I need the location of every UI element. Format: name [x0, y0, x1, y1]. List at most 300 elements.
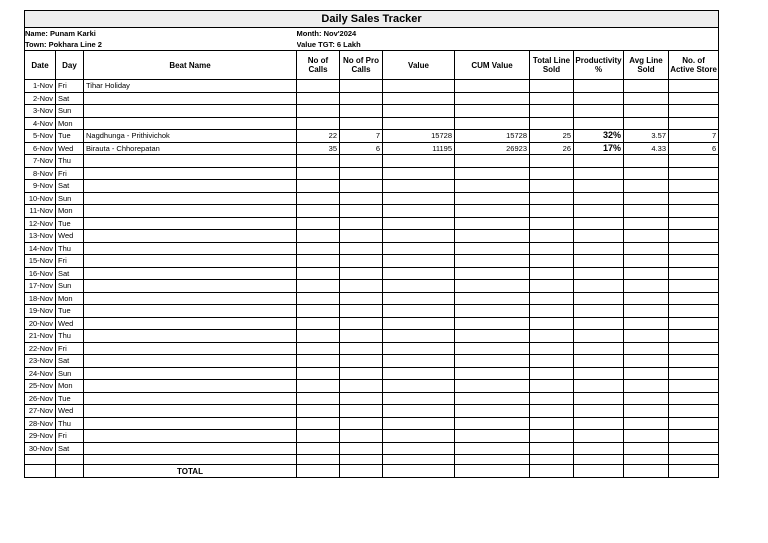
cum-value-cell[interactable]: 15728	[455, 130, 530, 143]
pro-calls-cell[interactable]	[340, 80, 383, 93]
total-line-cell[interactable]	[530, 342, 574, 355]
value-cell[interactable]	[383, 330, 455, 343]
avg-line-cell[interactable]	[624, 280, 669, 293]
productivity-cell[interactable]	[574, 167, 624, 180]
day-cell[interactable]: Sun	[56, 105, 84, 118]
name-info[interactable]: Name: Punam Karki	[25, 28, 297, 40]
total-line-cell[interactable]	[530, 317, 574, 330]
beat-name-cell[interactable]	[84, 380, 297, 393]
total-line-cell[interactable]	[530, 292, 574, 305]
pro-calls-cell[interactable]	[340, 367, 383, 380]
avg-line-cell[interactable]: 3.57	[624, 130, 669, 143]
pro-calls-cell[interactable]	[340, 105, 383, 118]
active-store-cell[interactable]	[669, 80, 719, 93]
total-line-cell[interactable]	[530, 105, 574, 118]
avg-line-cell[interactable]	[624, 80, 669, 93]
cum-value-cell[interactable]	[455, 105, 530, 118]
beat-name-cell[interactable]: Nagdhunga - Prithivichok	[84, 130, 297, 143]
total-label[interactable]: TOTAL	[84, 465, 297, 478]
avg-line-cell[interactable]	[624, 117, 669, 130]
pro-calls-cell[interactable]	[340, 167, 383, 180]
total-line-cell[interactable]	[530, 367, 574, 380]
empty-cell[interactable]	[383, 455, 455, 465]
avg-line-cell[interactable]	[624, 355, 669, 368]
beat-name-cell[interactable]	[84, 342, 297, 355]
date-cell[interactable]: 30-Nov	[25, 442, 56, 455]
productivity-cell[interactable]	[574, 342, 624, 355]
active-store-cell[interactable]	[669, 192, 719, 205]
date-cell[interactable]: 7-Nov	[25, 155, 56, 168]
day-cell[interactable]: Tue	[56, 217, 84, 230]
beat-name-cell[interactable]	[84, 305, 297, 318]
cum-value-cell[interactable]	[455, 192, 530, 205]
date-cell[interactable]: 18-Nov	[25, 292, 56, 305]
beat-name-cell[interactable]	[84, 280, 297, 293]
pro-calls-cell[interactable]	[340, 417, 383, 430]
active-store-cell[interactable]	[669, 430, 719, 443]
calls-cell[interactable]	[297, 105, 340, 118]
cum-value-cell[interactable]	[455, 180, 530, 193]
cum-value-cell[interactable]	[455, 92, 530, 105]
cum-value-cell[interactable]	[455, 342, 530, 355]
date-cell[interactable]: 22-Nov	[25, 342, 56, 355]
total-line-cell[interactable]	[530, 442, 574, 455]
day-cell[interactable]: Tue	[56, 130, 84, 143]
beat-name-cell[interactable]	[84, 430, 297, 443]
total-cell[interactable]	[574, 465, 624, 478]
col-header[interactable]: Total Line Sold	[530, 51, 574, 80]
pro-calls-cell[interactable]	[340, 405, 383, 418]
day-cell[interactable]: Mon	[56, 205, 84, 218]
cum-value-cell[interactable]	[455, 317, 530, 330]
day-cell[interactable]: Sat	[56, 180, 84, 193]
cum-value-cell[interactable]	[455, 417, 530, 430]
total-line-cell[interactable]	[530, 255, 574, 268]
pro-calls-cell[interactable]	[340, 217, 383, 230]
total-line-cell[interactable]	[530, 205, 574, 218]
date-cell[interactable]: 10-Nov	[25, 192, 56, 205]
cum-value-cell[interactable]	[455, 430, 530, 443]
date-cell[interactable]: 16-Nov	[25, 267, 56, 280]
beat-name-cell[interactable]: Tihar Holiday	[84, 80, 297, 93]
empty-cell[interactable]	[624, 455, 669, 465]
calls-cell[interactable]	[297, 342, 340, 355]
productivity-cell[interactable]	[574, 405, 624, 418]
productivity-cell[interactable]	[574, 280, 624, 293]
active-store-cell[interactable]	[669, 167, 719, 180]
empty-cell[interactable]	[455, 455, 530, 465]
active-store-cell[interactable]	[669, 155, 719, 168]
avg-line-cell[interactable]	[624, 105, 669, 118]
avg-line-cell[interactable]	[624, 367, 669, 380]
day-cell[interactable]: Sat	[56, 442, 84, 455]
avg-line-cell[interactable]	[624, 317, 669, 330]
value-cell[interactable]	[383, 117, 455, 130]
total-line-cell[interactable]	[530, 167, 574, 180]
day-cell[interactable]: Sun	[56, 192, 84, 205]
total-line-cell[interactable]	[530, 355, 574, 368]
beat-name-cell[interactable]	[84, 355, 297, 368]
total-line-cell[interactable]	[530, 430, 574, 443]
col-header[interactable]: No. of Active Store	[669, 51, 719, 80]
calls-cell[interactable]: 35	[297, 142, 340, 155]
active-store-cell[interactable]	[669, 255, 719, 268]
calls-cell[interactable]	[297, 355, 340, 368]
active-store-cell[interactable]	[669, 92, 719, 105]
calls-cell[interactable]	[297, 280, 340, 293]
date-cell[interactable]: 14-Nov	[25, 242, 56, 255]
empty-cell[interactable]	[297, 455, 340, 465]
avg-line-cell[interactable]	[624, 155, 669, 168]
cum-value-cell[interactable]	[455, 392, 530, 405]
active-store-cell[interactable]	[669, 180, 719, 193]
calls-cell[interactable]: 22	[297, 130, 340, 143]
col-header[interactable]: Day	[56, 51, 84, 80]
total-line-cell[interactable]	[530, 92, 574, 105]
value-cell[interactable]	[383, 405, 455, 418]
active-store-cell[interactable]	[669, 205, 719, 218]
total-line-cell[interactable]	[530, 180, 574, 193]
productivity-cell[interactable]	[574, 230, 624, 243]
empty-cell[interactable]	[84, 455, 297, 465]
beat-name-cell[interactable]	[84, 155, 297, 168]
value-cell[interactable]	[383, 267, 455, 280]
date-cell[interactable]: 1-Nov	[25, 80, 56, 93]
day-cell[interactable]: Fri	[56, 167, 84, 180]
value-cell[interactable]	[383, 80, 455, 93]
date-cell[interactable]: 9-Nov	[25, 180, 56, 193]
total-cell[interactable]	[455, 465, 530, 478]
town-info[interactable]: Town: Pokhara Line 2	[25, 39, 297, 51]
cum-value-cell[interactable]	[455, 217, 530, 230]
value-cell[interactable]	[383, 180, 455, 193]
cum-value-cell[interactable]	[455, 442, 530, 455]
day-cell[interactable]: Mon	[56, 380, 84, 393]
productivity-cell[interactable]	[574, 180, 624, 193]
value-cell[interactable]	[383, 205, 455, 218]
pro-calls-cell[interactable]	[340, 280, 383, 293]
day-cell[interactable]: Wed	[56, 405, 84, 418]
pro-calls-cell[interactable]	[340, 242, 383, 255]
total-line-cell[interactable]	[530, 417, 574, 430]
pro-calls-cell[interactable]	[340, 255, 383, 268]
productivity-cell[interactable]	[574, 192, 624, 205]
cum-value-cell[interactable]	[455, 155, 530, 168]
calls-cell[interactable]	[297, 155, 340, 168]
pro-calls-cell[interactable]	[340, 292, 383, 305]
value-cell[interactable]	[383, 392, 455, 405]
cum-value-cell[interactable]	[455, 117, 530, 130]
active-store-cell[interactable]	[669, 230, 719, 243]
value-cell[interactable]	[383, 342, 455, 355]
value-cell[interactable]	[383, 155, 455, 168]
cum-value-cell[interactable]	[455, 405, 530, 418]
calls-cell[interactable]	[297, 80, 340, 93]
day-cell[interactable]: Sat	[56, 267, 84, 280]
avg-line-cell[interactable]	[624, 405, 669, 418]
avg-line-cell[interactable]	[624, 430, 669, 443]
date-cell[interactable]: 27-Nov	[25, 405, 56, 418]
beat-name-cell[interactable]	[84, 367, 297, 380]
avg-line-cell[interactable]	[624, 380, 669, 393]
value-cell[interactable]	[383, 280, 455, 293]
col-header[interactable]: No of Calls	[297, 51, 340, 80]
value-cell[interactable]	[383, 105, 455, 118]
date-cell[interactable]: 29-Nov	[25, 430, 56, 443]
active-store-cell[interactable]	[669, 392, 719, 405]
day-cell[interactable]: Sat	[56, 92, 84, 105]
pro-calls-cell[interactable]: 6	[340, 142, 383, 155]
productivity-cell[interactable]	[574, 242, 624, 255]
productivity-cell[interactable]	[574, 355, 624, 368]
date-cell[interactable]: 5-Nov	[25, 130, 56, 143]
day-cell[interactable]: Fri	[56, 342, 84, 355]
calls-cell[interactable]	[297, 217, 340, 230]
day-cell[interactable]: Thu	[56, 417, 84, 430]
productivity-cell[interactable]	[574, 392, 624, 405]
value-cell[interactable]	[383, 442, 455, 455]
active-store-cell[interactable]	[669, 105, 719, 118]
value-cell[interactable]	[383, 167, 455, 180]
active-store-cell[interactable]	[669, 267, 719, 280]
active-store-cell[interactable]	[669, 305, 719, 318]
day-cell[interactable]: Wed	[56, 142, 84, 155]
date-cell[interactable]: 4-Nov	[25, 117, 56, 130]
date-cell[interactable]: 21-Nov	[25, 330, 56, 343]
productivity-cell[interactable]	[574, 117, 624, 130]
beat-name-cell[interactable]	[84, 330, 297, 343]
avg-line-cell[interactable]	[624, 167, 669, 180]
avg-line-cell[interactable]	[624, 292, 669, 305]
beat-name-cell[interactable]	[84, 167, 297, 180]
col-header[interactable]: CUM Value	[455, 51, 530, 80]
col-header[interactable]: No of Pro Calls	[340, 51, 383, 80]
value-cell[interactable]	[383, 380, 455, 393]
calls-cell[interactable]	[297, 205, 340, 218]
avg-line-cell[interactable]	[624, 92, 669, 105]
total-line-cell[interactable]	[530, 305, 574, 318]
cum-value-cell[interactable]	[455, 305, 530, 318]
pro-calls-cell[interactable]	[340, 380, 383, 393]
date-cell[interactable]: 2-Nov	[25, 92, 56, 105]
calls-cell[interactable]	[297, 230, 340, 243]
col-header[interactable]: Date	[25, 51, 56, 80]
avg-line-cell[interactable]	[624, 417, 669, 430]
date-cell[interactable]: 25-Nov	[25, 380, 56, 393]
beat-name-cell[interactable]	[84, 267, 297, 280]
total-line-cell[interactable]	[530, 267, 574, 280]
productivity-cell[interactable]	[574, 255, 624, 268]
empty-cell[interactable]	[669, 455, 719, 465]
date-cell[interactable]: 12-Nov	[25, 217, 56, 230]
active-store-cell[interactable]	[669, 242, 719, 255]
pro-calls-cell[interactable]	[340, 117, 383, 130]
total-cell[interactable]	[56, 465, 84, 478]
active-store-cell[interactable]	[669, 342, 719, 355]
productivity-cell[interactable]	[574, 105, 624, 118]
total-cell[interactable]	[297, 465, 340, 478]
avg-line-cell[interactable]	[624, 192, 669, 205]
day-cell[interactable]: Thu	[56, 330, 84, 343]
total-line-cell[interactable]	[530, 155, 574, 168]
pro-calls-cell[interactable]	[340, 430, 383, 443]
date-cell[interactable]: 28-Nov	[25, 417, 56, 430]
total-line-cell[interactable]: 25	[530, 130, 574, 143]
calls-cell[interactable]	[297, 255, 340, 268]
cum-value-cell[interactable]	[455, 292, 530, 305]
date-cell[interactable]: 19-Nov	[25, 305, 56, 318]
date-cell[interactable]: 23-Nov	[25, 355, 56, 368]
value-cell[interactable]	[383, 92, 455, 105]
day-cell[interactable]: Thu	[56, 155, 84, 168]
day-cell[interactable]: Fri	[56, 80, 84, 93]
empty-cell[interactable]	[574, 455, 624, 465]
pro-calls-cell[interactable]	[340, 342, 383, 355]
pro-calls-cell[interactable]	[340, 92, 383, 105]
beat-name-cell[interactable]	[84, 230, 297, 243]
value-cell[interactable]	[383, 417, 455, 430]
pro-calls-cell[interactable]: 7	[340, 130, 383, 143]
avg-line-cell[interactable]	[624, 330, 669, 343]
pro-calls-cell[interactable]	[340, 392, 383, 405]
cum-value-cell[interactable]	[455, 255, 530, 268]
productivity-cell[interactable]	[574, 430, 624, 443]
pro-calls-cell[interactable]	[340, 155, 383, 168]
active-store-cell[interactable]	[669, 417, 719, 430]
calls-cell[interactable]	[297, 305, 340, 318]
value-cell[interactable]	[383, 367, 455, 380]
active-store-cell[interactable]	[669, 280, 719, 293]
calls-cell[interactable]	[297, 242, 340, 255]
cum-value-cell[interactable]	[455, 330, 530, 343]
active-store-cell[interactable]	[669, 355, 719, 368]
avg-line-cell[interactable]	[624, 442, 669, 455]
beat-name-cell[interactable]	[84, 205, 297, 218]
date-cell[interactable]: 24-Nov	[25, 367, 56, 380]
productivity-cell[interactable]	[574, 380, 624, 393]
total-line-cell[interactable]	[530, 230, 574, 243]
value-cell[interactable]	[383, 242, 455, 255]
total-cell[interactable]	[383, 465, 455, 478]
day-cell[interactable]: Fri	[56, 430, 84, 443]
date-cell[interactable]: 26-Nov	[25, 392, 56, 405]
calls-cell[interactable]	[297, 92, 340, 105]
cum-value-cell[interactable]	[455, 167, 530, 180]
beat-name-cell[interactable]	[84, 442, 297, 455]
cum-value-cell[interactable]	[455, 80, 530, 93]
date-cell[interactable]: 13-Nov	[25, 230, 56, 243]
active-store-cell[interactable]	[669, 330, 719, 343]
day-cell[interactable]: Tue	[56, 392, 84, 405]
productivity-cell[interactable]	[574, 442, 624, 455]
productivity-cell[interactable]	[574, 305, 624, 318]
total-cell[interactable]	[530, 465, 574, 478]
calls-cell[interactable]	[297, 117, 340, 130]
total-line-cell[interactable]	[530, 280, 574, 293]
active-store-cell[interactable]	[669, 317, 719, 330]
avg-line-cell[interactable]	[624, 305, 669, 318]
active-store-cell[interactable]	[669, 405, 719, 418]
empty-cell[interactable]	[25, 455, 56, 465]
total-line-cell[interactable]	[530, 392, 574, 405]
calls-cell[interactable]	[297, 192, 340, 205]
date-cell[interactable]: 15-Nov	[25, 255, 56, 268]
avg-line-cell[interactable]	[624, 230, 669, 243]
active-store-cell[interactable]: 7	[669, 130, 719, 143]
avg-line-cell[interactable]	[624, 255, 669, 268]
pro-calls-cell[interactable]	[340, 355, 383, 368]
col-header[interactable]: Productivity %	[574, 51, 624, 80]
productivity-cell[interactable]	[574, 217, 624, 230]
calls-cell[interactable]	[297, 317, 340, 330]
sheet-title[interactable]: Daily Sales Tracker	[25, 11, 719, 28]
total-cell[interactable]	[340, 465, 383, 478]
date-cell[interactable]: 11-Nov	[25, 205, 56, 218]
pro-calls-cell[interactable]	[340, 205, 383, 218]
avg-line-cell[interactable]	[624, 180, 669, 193]
beat-name-cell[interactable]: Birauta - Chhorepatan	[84, 142, 297, 155]
pro-calls-cell[interactable]	[340, 192, 383, 205]
beat-name-cell[interactable]	[84, 392, 297, 405]
calls-cell[interactable]	[297, 267, 340, 280]
cum-value-cell[interactable]	[455, 267, 530, 280]
total-line-cell[interactable]	[530, 405, 574, 418]
calls-cell[interactable]	[297, 330, 340, 343]
active-store-cell[interactable]	[669, 442, 719, 455]
calls-cell[interactable]	[297, 180, 340, 193]
value-cell[interactable]	[383, 355, 455, 368]
total-line-cell[interactable]: 26	[530, 142, 574, 155]
cum-value-cell[interactable]	[455, 205, 530, 218]
value-cell[interactable]	[383, 192, 455, 205]
cum-value-cell[interactable]	[455, 280, 530, 293]
beat-name-cell[interactable]	[84, 92, 297, 105]
cum-value-cell[interactable]	[455, 380, 530, 393]
month-info[interactable]: Month: Nov'2024	[297, 28, 719, 40]
day-cell[interactable]: Sun	[56, 367, 84, 380]
col-header[interactable]: Beat Name	[84, 51, 297, 80]
value-cell[interactable]	[383, 255, 455, 268]
active-store-cell[interactable]	[669, 292, 719, 305]
cum-value-cell[interactable]: 26923	[455, 142, 530, 155]
day-cell[interactable]: Wed	[56, 230, 84, 243]
active-store-cell[interactable]: 6	[669, 142, 719, 155]
day-cell[interactable]: Mon	[56, 117, 84, 130]
avg-line-cell[interactable]: 4.33	[624, 142, 669, 155]
calls-cell[interactable]	[297, 405, 340, 418]
productivity-cell[interactable]	[574, 80, 624, 93]
avg-line-cell[interactable]	[624, 267, 669, 280]
value-cell[interactable]	[383, 317, 455, 330]
productivity-cell[interactable]	[574, 205, 624, 218]
calls-cell[interactable]	[297, 392, 340, 405]
total-line-cell[interactable]	[530, 117, 574, 130]
cum-value-cell[interactable]	[455, 367, 530, 380]
cum-value-cell[interactable]	[455, 230, 530, 243]
day-cell[interactable]: Thu	[56, 242, 84, 255]
pro-calls-cell[interactable]	[340, 442, 383, 455]
productivity-cell[interactable]	[574, 367, 624, 380]
empty-cell[interactable]	[530, 455, 574, 465]
day-cell[interactable]: Mon	[56, 292, 84, 305]
value-cell[interactable]: 15728	[383, 130, 455, 143]
value-cell[interactable]	[383, 217, 455, 230]
day-cell[interactable]: Tue	[56, 305, 84, 318]
calls-cell[interactable]	[297, 380, 340, 393]
beat-name-cell[interactable]	[84, 217, 297, 230]
total-cell[interactable]	[624, 465, 669, 478]
beat-name-cell[interactable]	[84, 317, 297, 330]
